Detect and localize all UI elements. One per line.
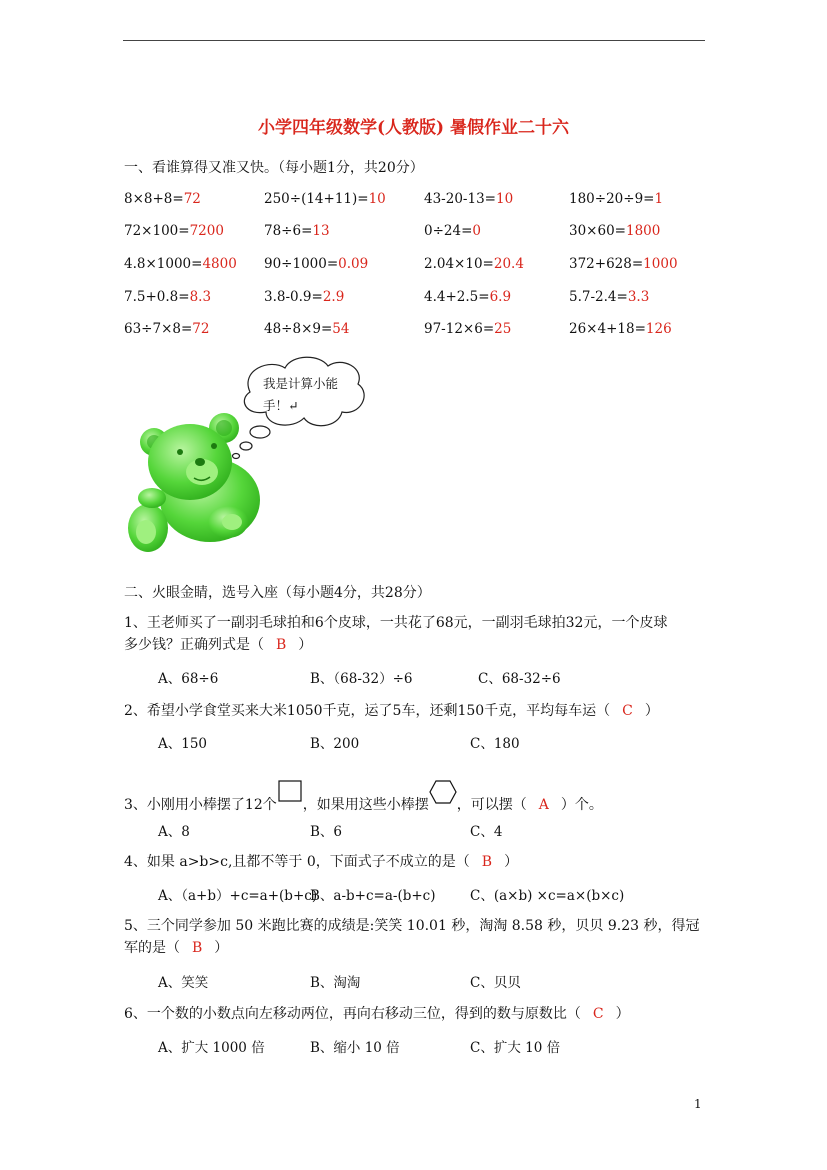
q5-line2: 军的是（ B ）	[124, 940, 229, 956]
calc-answer: 25	[494, 321, 512, 337]
calc-item	[124, 321, 209, 337]
q2-option-c: C、180	[470, 736, 520, 752]
q5-option-b: B、淘淘	[310, 975, 361, 991]
q6-answer: C	[592, 1006, 604, 1022]
bubble-text: 我是计算小能手！↵	[263, 376, 339, 413]
q1-line2: 多少钱？正确列式是（ B ）	[124, 637, 313, 653]
calc-item	[424, 289, 511, 305]
q5-answer: B	[192, 940, 203, 956]
calc-answer: 1	[654, 191, 664, 207]
calc-expression: 250÷(14+11)=	[264, 191, 369, 207]
calc-item	[264, 321, 349, 337]
calc-expression: 4.4+2.5=	[424, 289, 490, 305]
q1-answer: B	[276, 637, 287, 653]
q6-option-b: B、缩小 10 倍	[310, 1040, 400, 1056]
calc-answer: 10	[368, 191, 386, 207]
q4-option-a: A、（a+b）+c=a+(b+c)	[158, 888, 318, 904]
calc-item	[569, 191, 663, 207]
q3-option-c: C、4	[470, 824, 503, 840]
calc-answer: 126	[645, 321, 672, 337]
calc-item	[264, 223, 330, 239]
calc-expression: 97-12×6=	[424, 321, 495, 337]
calc-item	[264, 289, 344, 305]
calc-expression: 0÷24=	[424, 223, 473, 239]
q1-line1: 1、王老师买了一副羽毛球拍和6个皮球，一共花了68元，一副羽毛球拍32元，一个皮球	[124, 615, 668, 631]
calc-answer: 10	[495, 191, 514, 207]
q4-option-c: C、(a×b) ×c=a×(b×c)	[470, 888, 625, 904]
calc-answer: 3.3	[627, 289, 650, 305]
calc-answer: 8.3	[189, 289, 212, 305]
q6-option-a: A、扩大 1000 倍	[158, 1040, 265, 1056]
q4-option-b: B、a-b+c=a-(b+c)	[310, 888, 436, 904]
calc-expression: 43-20-13=	[424, 191, 496, 207]
q1-option-b: B、（68-32）÷6	[310, 671, 413, 687]
calc-item	[124, 289, 211, 305]
q5-line1: 5、三个同学参加 50 米跑比赛的成绩是:笑笑 10.01 秒，淘淘 8.58 秒，贝贝 9.23 秒，得冠	[124, 918, 700, 934]
calc-expression: 78÷6=	[264, 223, 313, 239]
q5-option-a: A、笑笑	[158, 975, 209, 991]
calc-expression: 48÷8×9=	[264, 321, 333, 337]
square-icon	[277, 779, 303, 805]
hexagon-icon	[429, 779, 457, 805]
q4-line: 4、如果 a>b>c,且都不等于 0，下面式子不成立的是（ B ）	[124, 854, 519, 870]
calc-answer: 1000	[643, 256, 678, 272]
calc-answer: 0.09	[338, 256, 369, 272]
q3-option-b: B、6	[310, 824, 343, 840]
calc-expression: 90÷1000=	[264, 256, 339, 272]
calc-item	[264, 256, 368, 272]
q1-option-c: C、68-32÷6	[478, 671, 561, 687]
calc-item	[569, 321, 672, 337]
calc-expression: 180÷20÷9=	[569, 191, 655, 207]
q2-option-b: B、200	[310, 736, 360, 752]
q3-option-a: A、8	[158, 824, 190, 840]
calc-expression: 372+628=	[569, 256, 644, 272]
calc-answer: 0	[472, 223, 481, 239]
calc-expression: 5.7-2.4=	[569, 289, 628, 305]
calc-answer: 4800	[202, 256, 237, 272]
calc-answer: 6.9	[489, 289, 512, 305]
calc-item	[424, 191, 513, 207]
calc-answer: 7200	[189, 223, 224, 239]
header-rule	[123, 40, 705, 41]
calc-answer: 20.4	[493, 256, 524, 272]
calc-answer: 2.9	[322, 289, 345, 305]
calc-expression: 63÷7×8=	[124, 321, 193, 337]
calc-item	[569, 223, 660, 239]
calc-expression: 2.04×10=	[424, 256, 494, 272]
calc-expression: 4.8×1000=	[124, 256, 203, 272]
calc-item	[569, 289, 649, 305]
q1-option-a: A、68÷6	[158, 671, 219, 687]
calc-item	[124, 191, 201, 207]
calc-answer: 72	[183, 191, 201, 207]
calc-answer: 72	[192, 321, 210, 337]
calc-expression: 26×4+18=	[569, 321, 646, 337]
calc-answer: 1800	[625, 223, 661, 239]
calc-expression: 8×8+8=	[124, 191, 184, 207]
calc-expression: 72×100=	[124, 223, 190, 239]
q3-line: 3、小刚用小棒摆了12个 ，如果用这些小棒摆 ，可以摆（ A ）个。	[124, 779, 603, 814]
q2-line: 2、希望小学食堂买来大米1050千克，运了5车，还剩150千克，平均每车运（ C ）	[124, 703, 659, 719]
bear-icon	[128, 413, 260, 552]
section1-heading: 一、看谁算得又准又快。（每小题1分，共20分）	[124, 160, 424, 176]
page-number: 1	[694, 1097, 702, 1111]
calc-item	[424, 256, 524, 272]
q2-option-a: A、150	[158, 736, 208, 752]
calc-expression: 30×60=	[569, 223, 626, 239]
page-title: 小学四年级数学(人教版) 暑假作业二十六	[257, 118, 569, 138]
q5-option-c: C、贝贝	[470, 975, 521, 991]
q3-answer: A	[538, 797, 549, 813]
q6-line: 6、一个数的小数点向左移动两位，再向右移动三位，得到的数与原数比（ C ）	[124, 1006, 630, 1022]
calc-item	[124, 256, 237, 272]
calc-expression: 3.8-0.9=	[264, 289, 323, 305]
calc-item	[424, 223, 481, 239]
q4-answer: B	[481, 854, 493, 870]
section2-heading: 二、火眼金睛，选号入座（每小题4分，共28分）	[124, 585, 431, 601]
calc-item	[424, 321, 511, 337]
calc-item	[124, 223, 224, 239]
calc-item	[569, 256, 678, 272]
calc-answer: 54	[332, 321, 350, 337]
calc-item	[264, 191, 386, 207]
q2-answer: C	[622, 703, 633, 719]
q6-option-c: C、扩大 10 倍	[470, 1040, 561, 1056]
calc-expression: 7.5+0.8=	[124, 289, 190, 305]
calc-answer: 13	[312, 223, 330, 239]
